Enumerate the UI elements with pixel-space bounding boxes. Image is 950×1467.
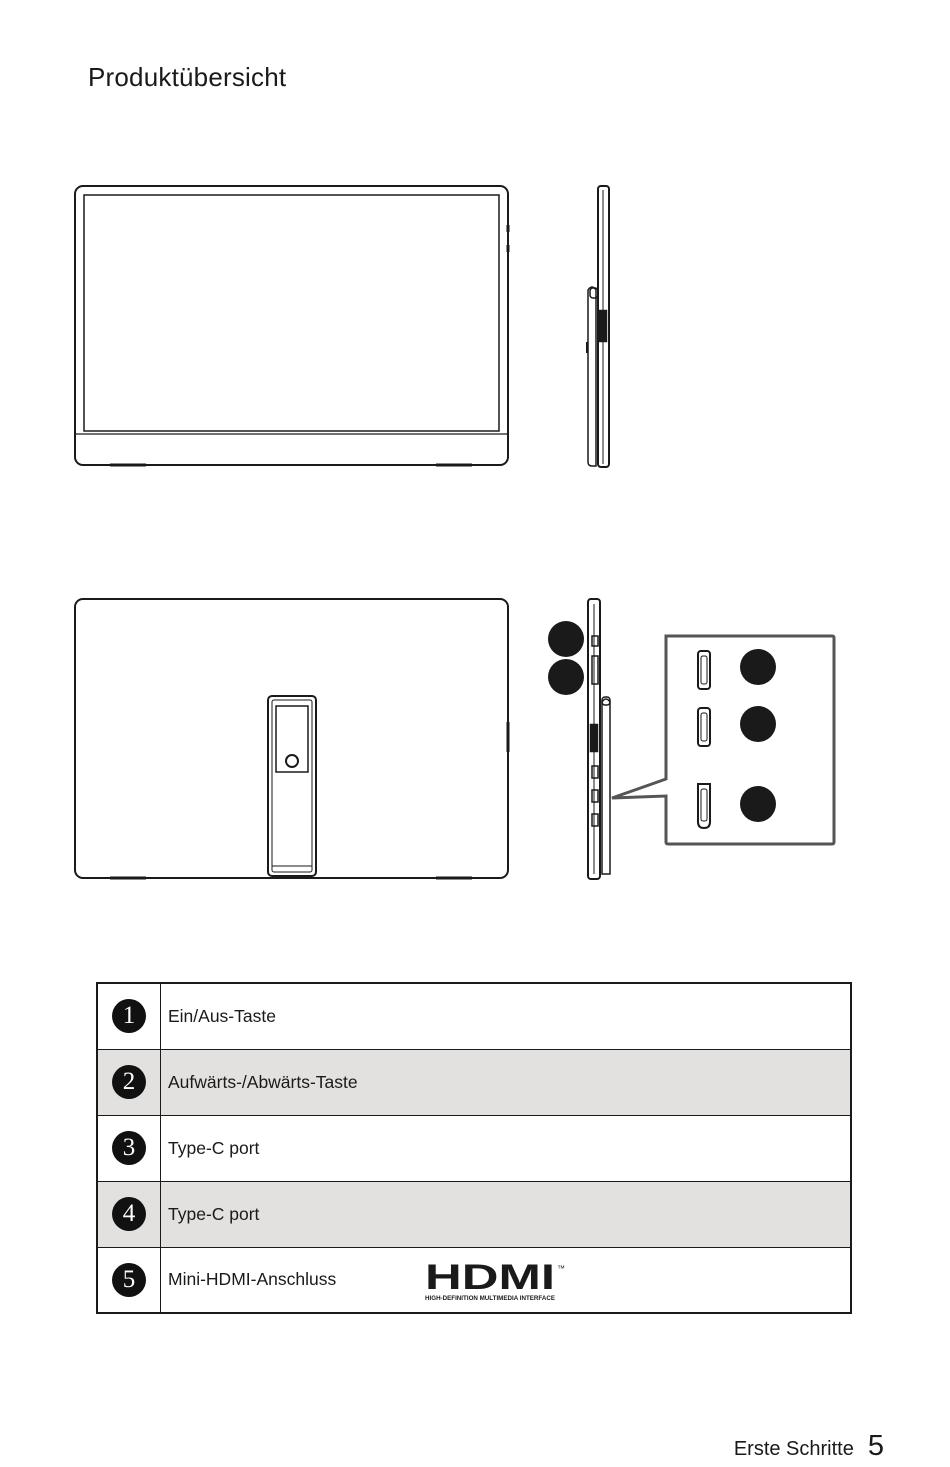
page-number: 5 — [867, 1430, 884, 1462]
page-title: Produktübersicht — [88, 62, 287, 92]
monitor-side-view-ports — [588, 599, 610, 879]
monitor-back-view — [75, 599, 508, 878]
callout-dot-1 — [548, 621, 584, 657]
part-number-badge: 5 — [112, 1263, 146, 1297]
table-row — [97, 983, 851, 1049]
part-label: Ein/Aus-Taste — [161, 983, 852, 1049]
monitor-front-view — [75, 186, 508, 465]
port-callout — [612, 636, 834, 844]
table-row — [97, 1049, 851, 1115]
hdmi-wordmark: HDMI — [425, 1260, 555, 1297]
part-label: Aufwärts-/Abwärts-Taste — [161, 1049, 852, 1115]
callout-dot-5 — [740, 786, 776, 822]
monitor-side-view — [587, 186, 609, 467]
part-number-badge: 4 — [112, 1197, 146, 1231]
table-row — [97, 1247, 851, 1313]
table-row — [97, 1115, 851, 1181]
callout-dot-3 — [740, 649, 776, 685]
part-label: Mini-HDMI-Anschluss — [168, 1269, 337, 1290]
section-label: Erste Schritte — [733, 1438, 854, 1460]
part-number-badge: 2 — [112, 1065, 146, 1099]
hdmi-tagline: HIGH-DEFINITION MULTIMEDIA INTERFACE — [425, 1295, 555, 1302]
callout-dot-4 — [740, 706, 776, 742]
table-row — [97, 1181, 851, 1247]
part-number-badge: 3 — [112, 1131, 146, 1165]
parts-table — [96, 982, 852, 1314]
hdmi-logo — [423, 1261, 573, 1303]
part-label: Type-C port — [161, 1181, 852, 1247]
part-number-badge: 1 — [112, 999, 146, 1033]
page-footer — [734, 1430, 884, 1463]
hdmi-trademark: ™ — [557, 1263, 565, 1273]
callout-dot-2 — [548, 659, 584, 695]
part-label: Type-C port — [161, 1115, 852, 1181]
